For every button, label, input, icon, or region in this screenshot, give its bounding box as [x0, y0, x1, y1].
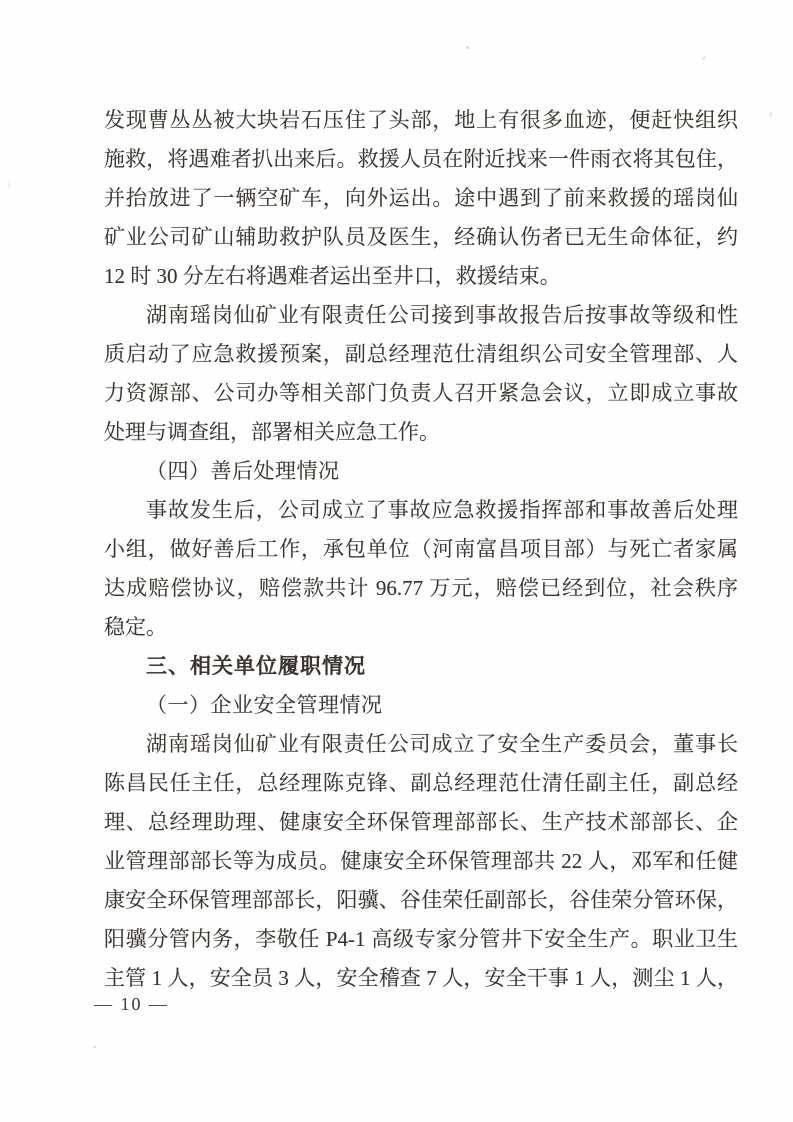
scan-speck — [769, 112, 773, 117]
section-heading: （一）企业安全管理情况 — [146, 693, 383, 717]
scan-speck — [93, 1046, 96, 1048]
paragraph-line: 并抬放进了一辆空矿车，向外运出。途中遇到了前来救援的瑶岗仙 — [104, 186, 738, 210]
section-heading: 三、相关单位履职情况 — [146, 655, 366, 678]
paragraph-line: 湖南瑶岗仙矿业有限责任公司接到事故报告后按事故等级和性 — [146, 303, 738, 327]
paragraph-line: 12 时 30 分左右将遇难者运出至井口，救援结束。 — [104, 264, 561, 288]
paragraph-line: 主管 1 人，安全员 3 人，安全稽查 7 人，安全干事 1 人，测尘 1 人， — [104, 966, 738, 990]
paragraph-line: 理、总经理助理、健康安全环保管理部部长、生产技术部部长、企 — [104, 810, 738, 834]
paragraph-line: 达成赔偿协议，赔偿款共计 96.77 万元，赔偿已经到位，社会秩序 — [104, 576, 738, 600]
scan-speck — [8, 180, 10, 190]
paragraph-line: 康安全环保管理部部长，阳骥、谷佳荣任副部长，谷佳荣分管环保， — [104, 888, 738, 912]
scan-speck — [702, 56, 706, 60]
scan-speck — [466, 46, 469, 49]
page-number: — 10 — — [94, 994, 169, 1014]
paragraph-line: 陈昌民任主任，总经理陈克锋、副总经理范仕清任副主任，副总经 — [104, 771, 738, 795]
paragraph-line: 质启动了应急救援预案，副总经理范仕清组织公司安全管理部、人 — [104, 342, 738, 366]
paragraph-line: 稳定。 — [104, 615, 167, 639]
paragraph-line: 力资源部、公司办等相关部门负责人召开紧急会议，立即成立事故 — [104, 381, 738, 405]
paragraph-line: 矿业公司矿山辅助救护队员及医生，经确认伤者已无生命体征，约 — [104, 225, 738, 249]
paragraph-line: 发现曹丛丛被大块岩石压住了头部，地上有很多血迹，便赶快组织 — [104, 108, 738, 132]
section-heading: （四）善后处理情况 — [146, 459, 340, 483]
document-body — [104, 101, 738, 998]
paragraph-line: 施救，将遇难者扒出来后。救援人员在附近找来一件雨衣将其包住， — [104, 147, 738, 171]
paragraph-line: 小组，做好善后工作，承包单位（河南富昌项目部）与死亡者家属 — [104, 537, 738, 561]
paragraph-line: 湖南瑶岗仙矿业有限责任公司成立了安全生产委员会，董事长 — [146, 732, 738, 756]
paragraph-line: 事故发生后，公司成立了事故应急救援指挥部和事故善后处理 — [146, 498, 738, 522]
paragraph-line: 阳骥分管内务，李敬任 P4-1 高级专家分管井下安全生产。职业卫生 — [104, 927, 738, 951]
paragraph-line: 处理与调查组，部署相关应急工作。 — [104, 420, 440, 444]
paragraph-line: 业管理部部长等为成员。健康安全环保管理部共 22 人，邓军和任健 — [104, 849, 738, 873]
